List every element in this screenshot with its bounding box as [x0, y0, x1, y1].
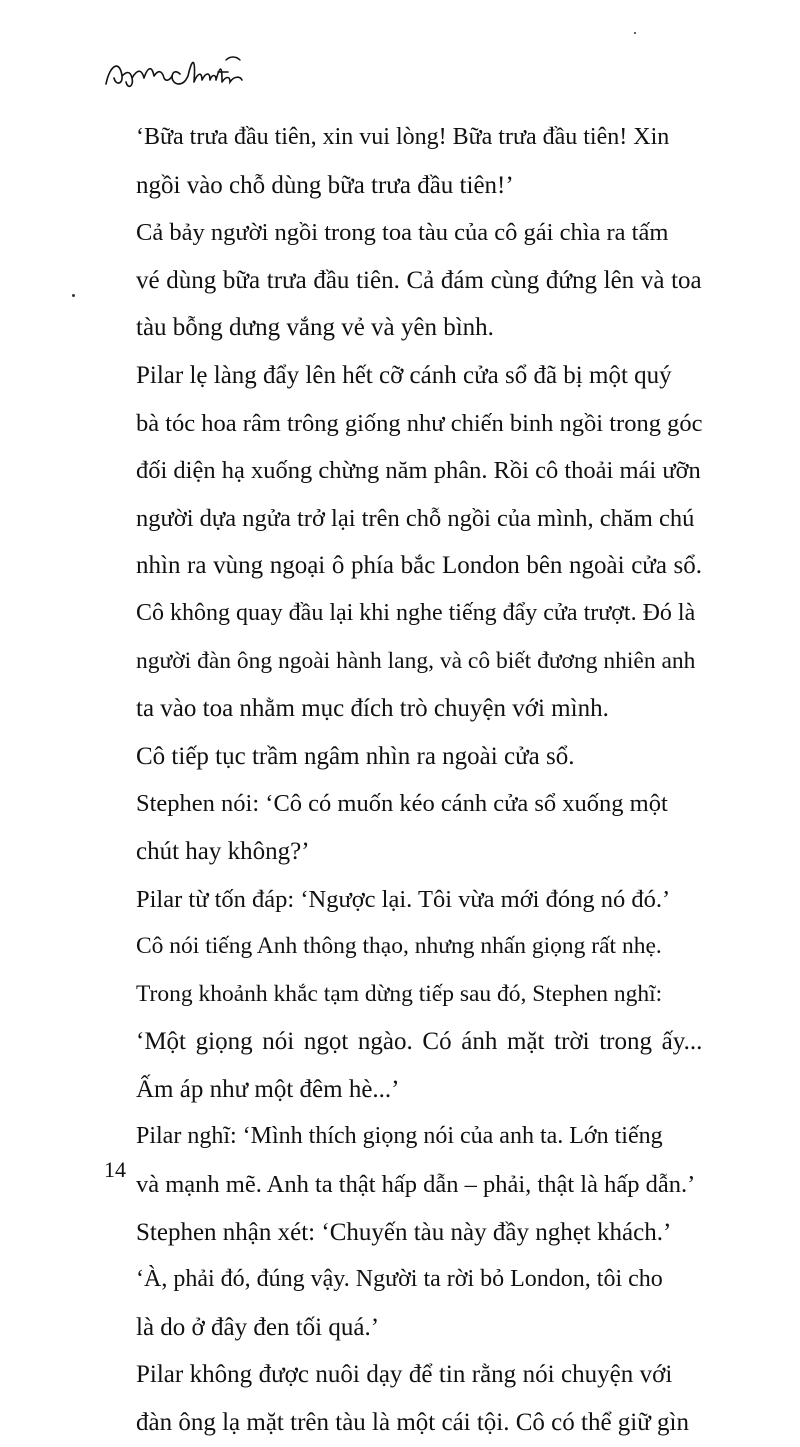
- text-line: ‘Một giọng nói ngọt ngào. Có ánh mặt trời trong ấy...: [136, 1028, 703, 1056]
- text-line: đàn ông lạ mặt trên tàu là một cái tội. Cô có thể giữ gìn: [136, 1409, 690, 1437]
- text-line: Pilar nghĩ: ‘Mình thích giọng nói của anh ta. Lớn tiếng: [136, 1123, 663, 1150]
- print-speck: [634, 32, 636, 34]
- text-line: ngồi vào chỗ dùng bữa trưa đầu tiên!’: [136, 171, 514, 199]
- page-number: 14: [104, 1157, 126, 1182]
- paragraph: [106, 1209, 702, 1257]
- paragraph: [106, 923, 702, 971]
- text-line: Pilar lẹ làng đẩy lên hết cỡ cánh cửa sổ đã bị một quý: [136, 361, 672, 389]
- text-line: Cô tiếp tục trầm ngâm nhìn ra ngoài cửa sổ.: [136, 742, 575, 770]
- text-line: Stephen nói: ‘Cô có muốn kéo cánh cửa sổ xuống một: [136, 790, 668, 818]
- paragraph: [106, 733, 702, 781]
- text-line: Trong khoảnh khắc tạm dừng tiếp sau đó, Stephen nghĩ:: [136, 980, 663, 1007]
- text-line: Cả bảy người ngồi trong toa tàu của cô gái chìa ra tấm: [136, 219, 669, 247]
- text-line: Ấm áp như một đêm hè...’: [136, 1075, 400, 1103]
- text-line: và mạnh mẽ. Anh ta thật hấp dẫn – phải, thật là hấp dẫn.’: [136, 1171, 696, 1199]
- paragraph: [106, 1351, 702, 1446]
- paragraph: [106, 352, 702, 733]
- paragraph: [106, 971, 702, 1114]
- text-line: vé dùng bữa trưa đầu tiên. Cả đám cùng đứng lên và toa: [136, 266, 702, 294]
- text-line: Cô nói tiếng Anh thông thạo, nhưng nhấn giọng rất nhẹ.: [136, 933, 662, 960]
- text-line: Pilar từ tốn đáp: ‘Ngược lại. Tôi vừa mới đóng nó đó.’: [136, 885, 671, 913]
- paragraph: [106, 114, 702, 209]
- text-line: Stephen nhận xét: ‘Chuyến tàu này đầy nghẹt khách.’: [136, 1218, 672, 1246]
- paragraph: [106, 780, 702, 875]
- text-line: người dựa ngửa trở lại trên chỗ ngồi của mình, chăm chú: [136, 504, 695, 532]
- text-line: ‘Bữa trưa đầu tiên, xin vui lòng! Bữa trưa đầu tiên! Xin: [136, 124, 670, 150]
- text-line: Cô không quay đầu lại khi nghe tiếng đẩy cửa trượt. Đó là: [136, 599, 696, 626]
- print-speck: [72, 294, 75, 297]
- text-line: bà tóc hoa râm trông giống như chiến binh ngồi trong góc: [136, 409, 703, 437]
- text-line: là do ở đây đen tối quá.’: [136, 1313, 380, 1341]
- text-line: đối diện hạ xuống chừng năm phân. Rồi cô thoải mái ưỡn: [136, 457, 701, 485]
- text-line: ta vào toa nhằm mục đích trò chuyện với mình.: [136, 695, 609, 723]
- author-signature: [102, 46, 252, 96]
- text-line: Pilar không được nuôi dạy để tin rằng nói chuyện với: [136, 1361, 673, 1389]
- text-line: ‘À, phải đó, đúng vậy. Người ta rời bỏ London, tôi cho: [136, 1266, 663, 1293]
- text-line: chút hay không?’: [136, 837, 310, 865]
- paragraph: [106, 1113, 702, 1208]
- page-body: [106, 114, 702, 1447]
- paragraph: [106, 1256, 702, 1351]
- text-line: tàu bỗng dưng vắng vẻ và yên bình.: [136, 314, 494, 342]
- text-line: người đàn ông ngoài hành lang, và cô biết đương nhiên anh: [136, 647, 696, 674]
- paragraph: [106, 876, 702, 924]
- text-line: nhìn ra vùng ngoại ô phía bắc London bên ngoài cửa sổ.: [136, 552, 703, 580]
- paragraph: [106, 209, 702, 352]
